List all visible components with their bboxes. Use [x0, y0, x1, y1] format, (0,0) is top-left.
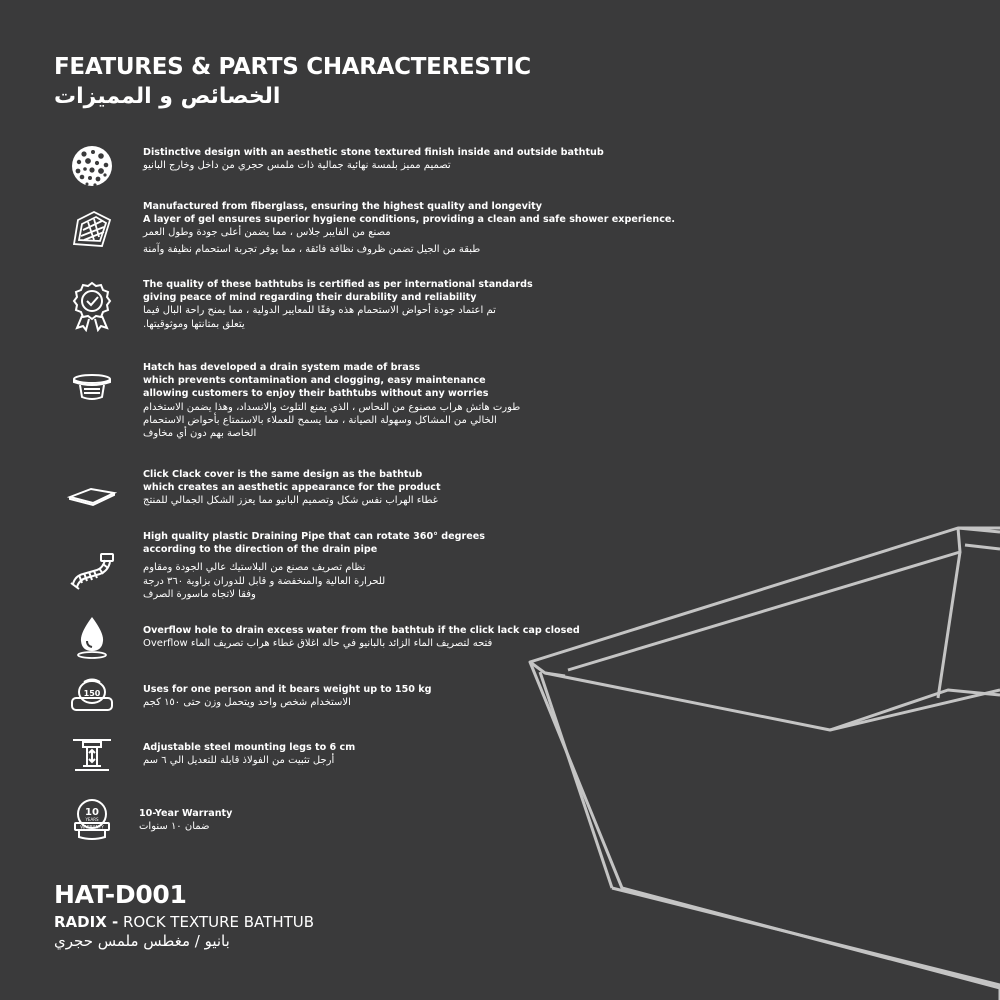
- feature-text-ar: نظام تصريف مصنع من البلاستيك عالي الجودة ومقاوم: [143, 562, 366, 574]
- feature-text-en: allowing customers to enjoy their bathtubs without any worries: [143, 388, 489, 400]
- water-drop-icon: [66, 612, 118, 664]
- warranty-years-label: YEARS: [85, 817, 99, 822]
- feature-text-ar: Overflow فتحه لتصريف الماء الزائد بالبانيو في حاله اغلاق غطاء هراب تصريف الماء: [143, 638, 493, 650]
- certified-badge-icon: [66, 280, 118, 332]
- feature-text-en: Overflow hole to drain excess water from the bathtub if the click lack cap closed: [143, 625, 580, 636]
- warranty-10-years-icon: [66, 794, 118, 846]
- feature-text-ar: للحرارة العالية والمنخفضة و قابل للدوران بزاوية ٣٦٠ درجة: [143, 575, 386, 587]
- feature-text-ar: وفقا لاتجاه ماسورة الصرف: [143, 588, 256, 600]
- feature-text-en: Uses for one person and it bears weight up to 150 kg: [143, 684, 432, 695]
- feature-text-en: High quality plastic Draining Pipe that can rotate 360° degrees: [143, 531, 485, 542]
- feature-text-en: The quality of these bathtubs is certified as per international standards: [143, 279, 533, 290]
- product-brand: RADIX -: [54, 913, 119, 931]
- feature-text-en: Hatch has developed a drain system made of brass: [143, 362, 421, 373]
- feature-text-en: which prevents contamination and clogging, easy maintenance: [143, 375, 486, 387]
- feature-text-ar: طبقة من الجيل تضمن ظروف نظافة فائقة ، مما يوفر تجربة استحمام نظيفة وآمنة: [143, 243, 481, 255]
- feature-text-ar: تصميم مميز بلمسة نهائية جمالية ذات ملمس حجري من داخل وخارج البانيو: [143, 160, 451, 172]
- product-title: ROCK TEXTURE BATHTUB: [123, 913, 315, 931]
- product-name-arabic: بانيو / مغطس ملمس حجري: [54, 932, 230, 950]
- mounting-legs-icon: [66, 728, 118, 780]
- feature-text-en: Distinctive design with an aesthetic stone textured finish inside and outside bathtub: [143, 147, 604, 158]
- feature-text-en: 10-Year Warranty: [139, 808, 233, 819]
- feature-text-ar: يتعلق بمتانتها وموثوقيتها.: [143, 318, 245, 330]
- feature-text-en: Manufactured from fiberglass, ensuring the highest quality and longevity: [143, 201, 543, 212]
- weight-150-icon: [66, 668, 118, 720]
- feature-text-en: Click Clack cover is the same design as the bathtub: [143, 469, 423, 480]
- feature-text-ar: تم اعتماد جودة أحواض الاستحمام هذه وفقًا للمعايير الدولية ، مما يمنح راحة البال فيما: [143, 305, 496, 317]
- fiberglass-sheet-icon: [66, 204, 118, 256]
- stone-texture-icon: [66, 140, 118, 192]
- feature-text-ar: الخاصة بهم دون أي مخاوف: [143, 428, 257, 440]
- drain-pipe-icon: [66, 544, 118, 596]
- feature-text-ar: الخالي من المشاكل وسهولة الصيانة ، مما يسمح للعملاء بالاستمتاع بأحواض الاستحمام: [143, 414, 497, 426]
- product-name: [54, 913, 314, 931]
- feature-text-ar: الاستخدام شخص واحد ويتحمل وزن حتى ١٥٠ كجم: [143, 697, 351, 709]
- feature-text-en: A layer of gel ensures superior hygiene conditions, providing a clean and safe shower experience.: [143, 214, 676, 226]
- weight-value-label: 150: [83, 689, 101, 698]
- click-clack-cover-icon: [66, 468, 118, 520]
- brass-drain-icon: [66, 363, 118, 415]
- product-code: HAT-D001: [54, 880, 187, 909]
- page-title: FEATURES & PARTS CHARACTERESTIC: [54, 54, 531, 80]
- feature-text-en: which creates an aesthetic appearance for the product: [143, 482, 441, 494]
- warranty-number-label: 10: [85, 807, 99, 818]
- feature-text-en: Adjustable steel mounting legs to 6 cm: [143, 742, 356, 753]
- feature-text-en: according to the direction of the drain pipe: [143, 544, 378, 556]
- feature-text-ar: أرجل تثبيت من الفولاذ قابلة للتعديل الي ٦ سم: [143, 755, 335, 767]
- feature-text-ar: غطاء الهراب نفس شكل وتصميم البانيو مما يعزز الشكل الجمالي للمنتج: [143, 495, 438, 507]
- warranty-banner-label: WARRANTY: [80, 824, 104, 830]
- feature-text-ar: ضمان ١٠ سنوات: [139, 821, 210, 833]
- feature-text-en: giving peace of mind regarding their durability and reliability: [143, 292, 477, 304]
- page-title-arabic: الخصائص و المميزات: [54, 84, 281, 109]
- feature-text-ar: مصنع من الفايبر جلاس ، مما يضمن أعلى جودة وطول العمر: [143, 227, 391, 239]
- feature-text-ar: طورت هاتش هراب مصنوع من النحاس ، الذي يمنع التلوث والانسداد، وهذا يضمن الاستخدام: [143, 401, 521, 413]
